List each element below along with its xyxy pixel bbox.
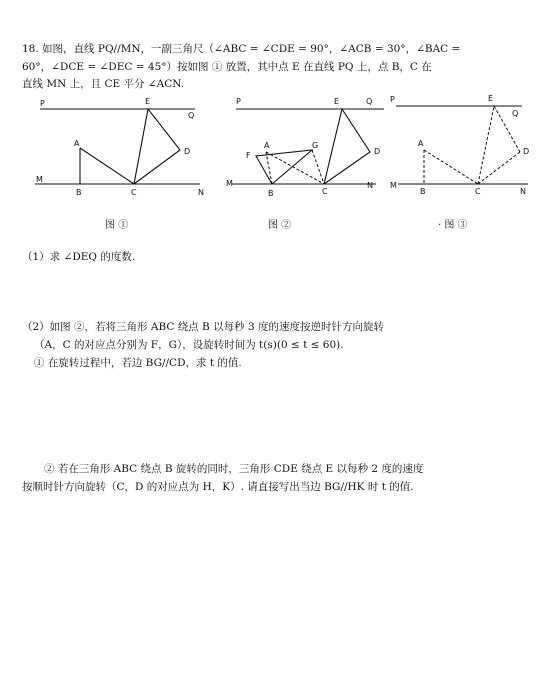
caption-figure-1: 图 ①: [105, 220, 129, 231]
question-2-line-2: （A，C 的对应点分别为 F，G），设旋转时间为 t(s)(0 ≤ t ≤ 60).: [34, 339, 344, 351]
question-2-part-2-line-2: 按顺时针方向旋转（C，D 的对应点为 H，K）. 请直接写出当边 BG//HK 时 t 的值.: [22, 481, 414, 493]
label-n: N: [198, 188, 204, 197]
label-e: E: [488, 94, 494, 103]
question-1: （1）求 ∠DEQ 的度数.: [22, 251, 136, 263]
label-e: E: [334, 97, 340, 106]
label-c: C: [131, 188, 137, 197]
figure-1: [30, 88, 210, 206]
label-n: N: [367, 181, 373, 190]
triangle-fbg: [256, 150, 312, 184]
dashed-ac: [266, 152, 324, 184]
label-p: P: [390, 95, 395, 104]
question-2-line-1: （2）如图 ②，若将三角形 ABC 绕点 B 以每秒 3 度的速度按逆时针方向旋转: [22, 321, 384, 333]
question-2-part-2-line-1: ② 若在三角形 ABC 绕点 B 旋转的同时，三角形 CDE 绕点 E 以每秒 2 度的速度: [44, 463, 424, 475]
label-d: D: [184, 147, 191, 156]
label-n: N: [520, 187, 526, 196]
label-a: A: [74, 139, 80, 148]
label-c: C: [475, 187, 481, 196]
dashed-dc: [478, 152, 520, 184]
label-b: B: [268, 189, 274, 198]
triangle-cde: [134, 109, 180, 184]
dashed-ce: [478, 106, 494, 184]
question-2-part-1: ① 在旋转过程中，若边 BG//CD，求 t 的值.: [34, 357, 242, 369]
figure-3: [390, 88, 545, 206]
label-q: Q: [366, 97, 373, 106]
caption-figure-3: · 图 ③: [438, 220, 468, 231]
label-a: A: [264, 141, 270, 150]
label-b: B: [76, 188, 82, 197]
label-f: F: [246, 151, 251, 160]
label-a: A: [418, 139, 424, 148]
label-e: E: [145, 97, 151, 106]
problem-line-3: 直线 MN 上，且 CE 平分 ∠ACN.: [22, 78, 185, 90]
label-c: C: [322, 187, 328, 196]
label-p: P: [40, 99, 45, 108]
triangle-cde: [324, 109, 370, 184]
triangle-abc: [80, 148, 134, 184]
label-p: P: [236, 97, 241, 106]
label-q: Q: [188, 111, 195, 120]
caption-figure-2: 图 ②: [268, 220, 292, 231]
label-g: G: [312, 141, 319, 150]
label-b: B: [420, 187, 426, 196]
dashed-ac: [424, 150, 478, 184]
problem-line-1: 18. 如图，直线 PQ//MN，一副三角尺（∠ABC = ∠CDE = 90°，∠ACB = 30°，∠BAC =: [22, 43, 461, 55]
label-m: M: [36, 175, 43, 184]
label-m: M: [226, 179, 233, 188]
label-d: D: [523, 147, 530, 156]
label-d: D: [374, 147, 381, 156]
label-q: Q: [512, 109, 519, 118]
label-m: M: [390, 181, 397, 190]
problem-line-2: 60°，∠DCE = ∠DEC = 45°）按如图 ① 放置，其中点 E 在直线 PQ 上，点 B，C 在: [22, 61, 432, 73]
dashed-gc: [312, 150, 324, 184]
figure-2: [224, 88, 389, 206]
